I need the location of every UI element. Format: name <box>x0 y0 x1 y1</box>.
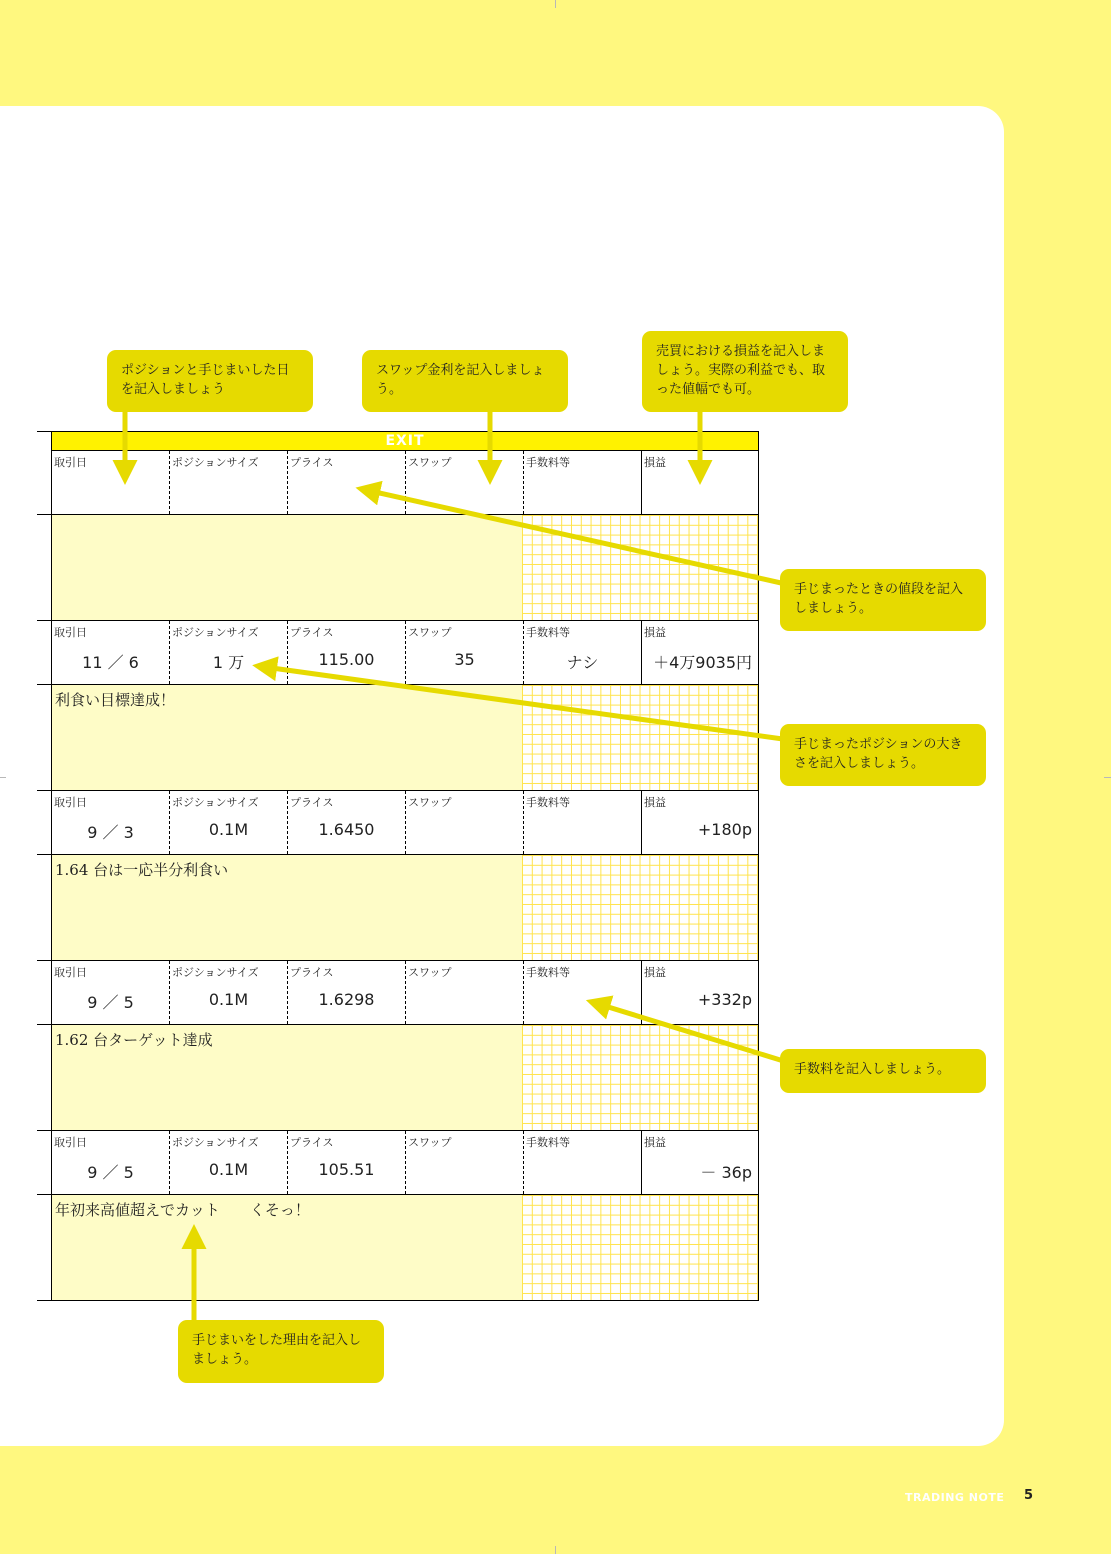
column-label: 取引日 <box>54 1136 87 1149</box>
column-label: プライス <box>290 796 334 809</box>
cell-value: ナシ <box>566 653 599 672</box>
footer-title: TRADING NOTE <box>905 1491 1005 1504</box>
arrow-fee <box>605 1006 790 1063</box>
exit-header: EXIT <box>51 431 759 451</box>
cell-value: 1.6450 <box>318 820 375 839</box>
cell-value: 115.00 <box>318 650 375 669</box>
column-label: スワップ <box>408 1136 452 1149</box>
column-label: プライス <box>290 1136 334 1149</box>
callout-pnl: 売買における損益を記入しましょう。実際の利益でも、取った値幅でも可。 <box>642 331 848 412</box>
cell-value: － 36p <box>700 1163 752 1182</box>
callout-size: 手じまったポジションの大きさを記入しましょう。 <box>780 724 986 786</box>
cell-value: 9 ／ 5 <box>87 1163 134 1182</box>
column-label: プライス <box>290 626 334 639</box>
cell-value: 0.1M <box>208 990 249 1009</box>
cell-value: +332p <box>697 990 752 1009</box>
column-label: スワップ <box>408 456 452 469</box>
column-label: スワップ <box>408 966 452 979</box>
page-number: 5 <box>1024 1488 1034 1503</box>
column-label: ポジションサイズ <box>172 626 259 639</box>
column-label: スワップ <box>408 626 452 639</box>
column-label: 手数料等 <box>526 626 570 639</box>
column-label: 損益 <box>644 626 666 639</box>
callout-reason: 手じまいをした理由を記入しましょう。 <box>178 1320 384 1383</box>
cell-value: 105.51 <box>318 1160 375 1179</box>
column-label: ポジションサイズ <box>172 966 259 979</box>
cell-value: 1.6298 <box>318 990 375 1009</box>
arrow-size <box>272 668 790 740</box>
column-label: 取引日 <box>54 626 87 639</box>
callout-price: 手じまったときの値段を記入しましょう。 <box>780 569 986 631</box>
cell-value: 0.1M <box>208 1160 249 1179</box>
column-label: 損益 <box>644 1136 666 1149</box>
memo-text: 1.62 台ターゲット達成 <box>55 1031 213 1049</box>
column-label: ポジションサイズ <box>172 796 259 809</box>
memo-text: 1.64 台は一応半分利食い <box>55 861 229 879</box>
column-label: 取引日 <box>54 456 87 469</box>
cell-value: 9 ／ 5 <box>87 993 134 1012</box>
callout-fee: 手数料を記入しましょう。 <box>780 1049 986 1093</box>
memo-text: 年初来高値超えでカット くそっ！ <box>55 1201 310 1219</box>
column-label: 手数料等 <box>526 796 570 809</box>
cell-value: 35 <box>454 650 475 669</box>
column-label: 手数料等 <box>526 1136 570 1149</box>
cell-value: +180p <box>697 820 752 839</box>
column-label: 手数料等 <box>526 456 570 469</box>
callout-swap: スワップ金利を記入しましょう。 <box>362 350 568 412</box>
column-label: ポジションサイズ <box>172 1136 259 1149</box>
column-label: 取引日 <box>54 966 87 979</box>
column-label: 取引日 <box>54 796 87 809</box>
column-label: ポジションサイズ <box>172 456 259 469</box>
cell-value: ＋4万9035円 <box>653 653 752 672</box>
column-label: プライス <box>290 456 334 469</box>
column-label: 損益 <box>644 966 666 979</box>
column-label: 損益 <box>644 796 666 809</box>
callout-date: ポジションと手じまいした日を記入しましょう <box>107 350 313 412</box>
cell-value: 0.1M <box>208 820 249 839</box>
cell-value: 1 万 <box>212 653 245 672</box>
column-label: プライス <box>290 966 334 979</box>
cell-value: 11 ／ 6 <box>82 653 139 672</box>
column-label: 手数料等 <box>526 966 570 979</box>
column-label: スワップ <box>408 796 452 809</box>
cell-value: 9 ／ 3 <box>87 823 134 842</box>
arrow-price <box>375 492 790 585</box>
column-label: 損益 <box>644 456 666 469</box>
memo-text: 利食い目標達成！ <box>55 691 176 709</box>
